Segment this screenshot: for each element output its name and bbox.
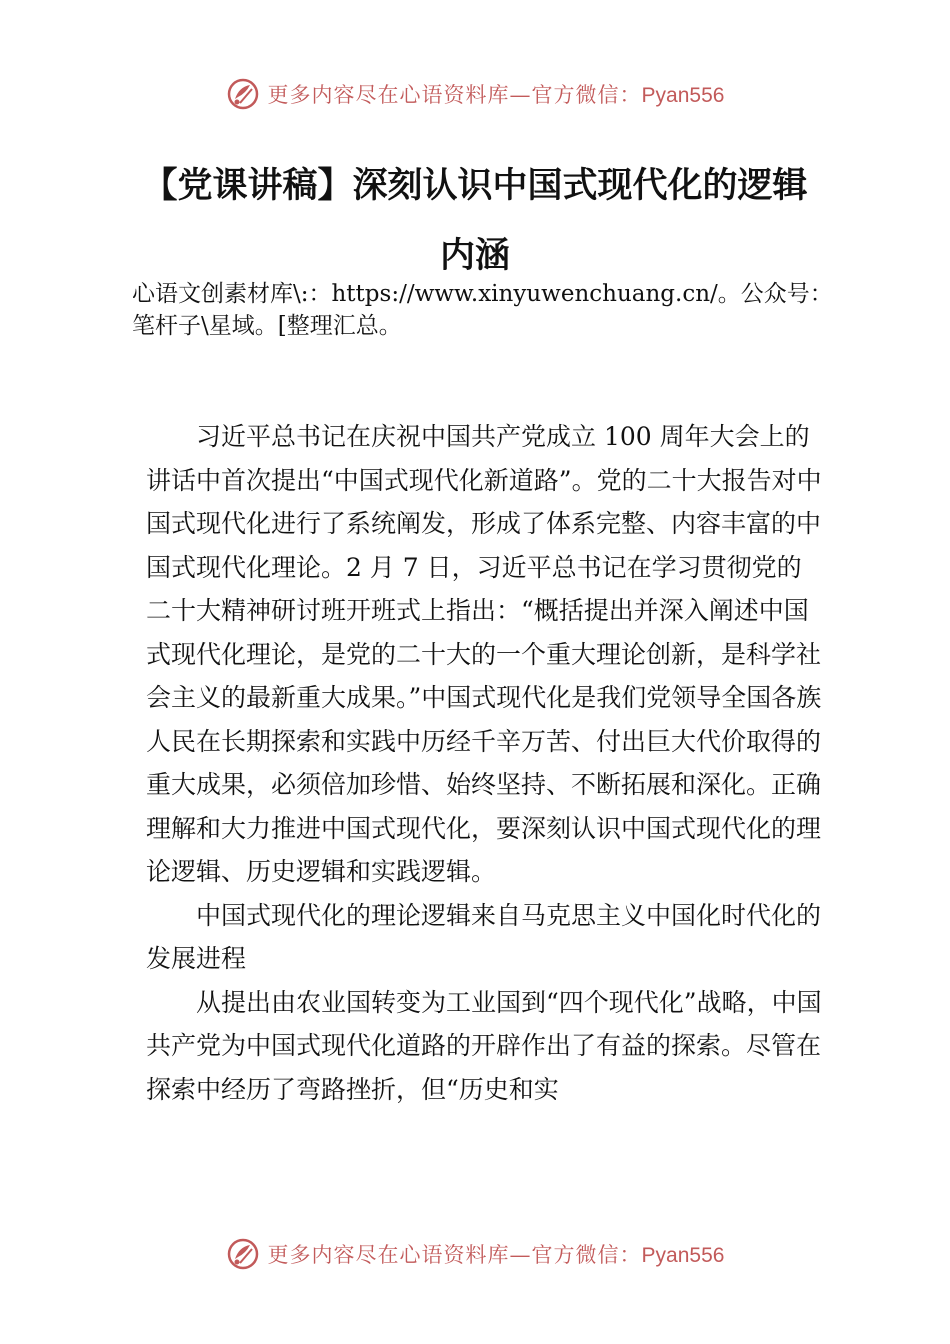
section-heading: 中国式现代化的理论逻辑来自马克思主义中国化时代化的发展进程 (146, 900, 822, 973)
brand-logo-icon (226, 1237, 260, 1271)
watermark-text: 更多内容尽在心语资料库—官方微信：Pyan556 (267, 83, 725, 107)
brand-logo-icon (226, 77, 260, 111)
footer-watermark (0, 1234, 950, 1274)
paragraph: 从提出由农业国转变为工业国到“四个现代化”战略，中国共产党为中国式现代化道路的开辟作出了有益的探索。尽管在探索中经历了弯路挫折，但“历史和实 (146, 987, 822, 1104)
document-title-line-1: 【党课讲稿】深刻认识中国式现代化的逻辑 (142, 166, 808, 206)
source-attribution: 心语文创素材库\:：https://www.xinyuwenchuang.cn/。公众号：笔杆子\星域。[整理汇总。 (132, 281, 833, 339)
watermark-text: 更多内容尽在心语资料库—官方微信：Pyan556 (267, 1243, 725, 1267)
header-watermark (0, 74, 950, 114)
article-body (146, 415, 826, 1111)
document-title-line-2: 内涵 (439, 236, 510, 276)
paragraph: 习近平总书记在庆祝中国共产党成立 100 周年大会上的讲话中首次提出“中国式现代化新道路”。党的二十大报告对中国式现代化进行了系统阐发，形成了体系完整、内容丰富的中国式现代化理论。2 月 7 日，习近平总书记在学习贯彻党的二十大精神研讨班开班式上指出：“概括提出并深入阐述中国式现代化理论，是党的二十大的一个重大理论创新，是科学社会主义的最新重大成果。”中国式现代化是我们党领导全国各族人民在长期探索和实践中历经千辛万苦、付出巨大代价取得的重大成果，必须倍加珍惜、始终坚持、不断拓展和深化。正确理解和大力推进中国式现代化，要深刻认识中国式现代化的理论逻辑、历史逻辑和实践逻辑。 (146, 422, 822, 886)
